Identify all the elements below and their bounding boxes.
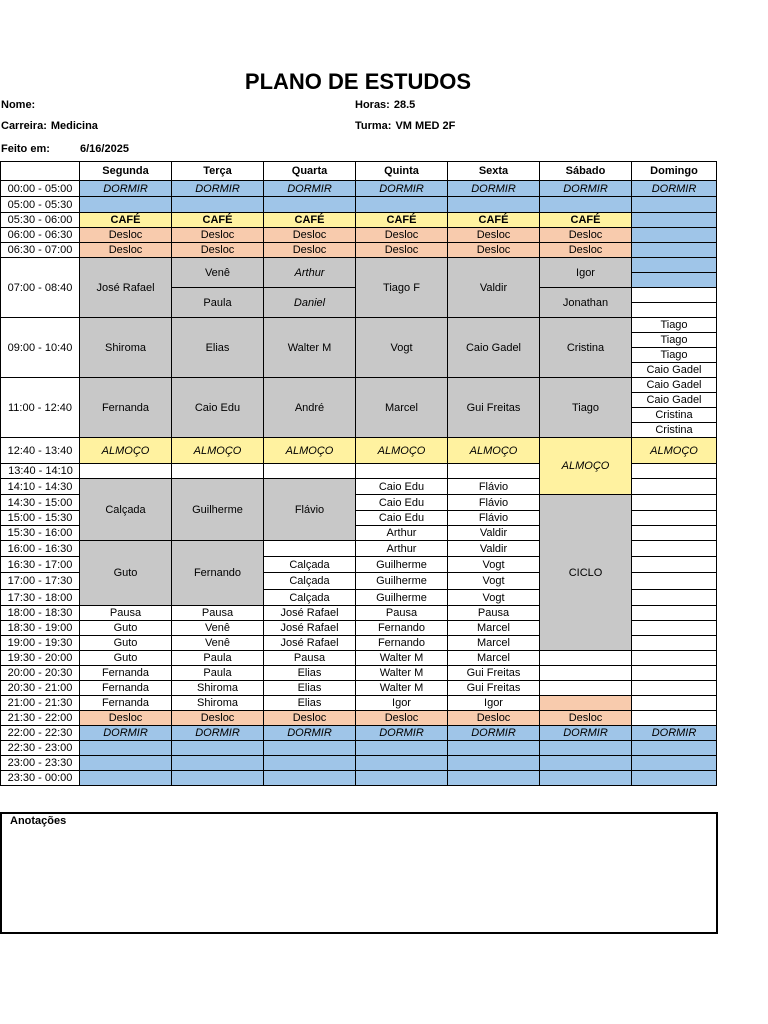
class-cell: Paula <box>172 666 264 681</box>
class-cell: Flávio <box>448 511 540 526</box>
empty-cell <box>172 464 264 479</box>
time-cell: 13:40 - 14:10 <box>1 464 80 479</box>
empty-cell <box>632 681 717 696</box>
class-cell: Igor <box>448 696 540 711</box>
class-cell: Flávio <box>264 479 356 541</box>
dormir-cell <box>448 771 540 786</box>
time-cell: 14:30 - 15:00 <box>1 495 80 511</box>
almoco-cell: ALMOÇO <box>632 438 717 464</box>
dormir-cell: DORMIR <box>540 181 632 197</box>
dormir-cell <box>448 741 540 756</box>
class-cell: Shiroma <box>172 681 264 696</box>
empty-cell <box>632 711 717 726</box>
dormir-cell <box>264 756 356 771</box>
desloc-cell: Desloc <box>80 228 172 243</box>
empty-cell <box>632 288 717 303</box>
dormir-cell <box>356 741 448 756</box>
table-row <box>1 756 717 771</box>
class-cell: Walter M <box>356 681 448 696</box>
empty-cell <box>264 464 356 479</box>
class-cell: Calçada <box>264 557 356 573</box>
dormir-cell <box>356 771 448 786</box>
empty-cell <box>632 526 717 541</box>
dormir-cell <box>632 771 717 786</box>
class-cell: Calçada <box>264 590 356 606</box>
dormir-cell <box>632 228 717 243</box>
table-row <box>1 181 717 197</box>
class-cell: José Rafael <box>264 636 356 651</box>
page-title: PLANO DE ESTUDOS <box>244 69 472 94</box>
empty-cell <box>632 303 717 318</box>
dormir-cell <box>540 741 632 756</box>
almoco-cell: ALMOÇO <box>172 438 264 464</box>
class-cell: Marcel <box>448 636 540 651</box>
class-cell: Tiago F <box>356 258 448 318</box>
day-header: Quinta <box>356 162 448 181</box>
class-cell: Walter M <box>356 666 448 681</box>
dormir-cell <box>80 771 172 786</box>
class-cell: Caio Gadel <box>632 363 717 378</box>
class-cell: Caio Gadel <box>448 318 540 378</box>
class-cell: Igor <box>356 696 448 711</box>
class-cell: Elias <box>264 696 356 711</box>
dormir-cell: DORMIR <box>448 726 540 741</box>
dormir-cell: DORMIR <box>264 181 356 197</box>
class-cell: Guto <box>80 621 172 636</box>
class-cell: Elias <box>264 681 356 696</box>
time-cell: 15:00 - 15:30 <box>1 511 80 526</box>
class-cell: Walter M <box>356 651 448 666</box>
class-cell: Calçada <box>264 573 356 590</box>
empty-cell <box>632 666 717 681</box>
dormir-cell <box>632 741 717 756</box>
class-cell: Fernanda <box>80 681 172 696</box>
almoco-cell: ALMOÇO <box>80 438 172 464</box>
dormir-cell: DORMIR <box>80 181 172 197</box>
class-cell: Jonathan <box>540 288 632 318</box>
class-cell: Fernando <box>356 636 448 651</box>
time-cell: 19:00 - 19:30 <box>1 636 80 651</box>
class-cell: Vogt <box>448 590 540 606</box>
table-row <box>1 213 717 228</box>
class-cell: Fernanda <box>80 666 172 681</box>
class-cell: Fernanda <box>80 378 172 438</box>
desloc-cell: Desloc <box>356 711 448 726</box>
empty-cell <box>448 464 540 479</box>
empty-cell <box>540 651 632 666</box>
time-cell: 21:30 - 22:00 <box>1 711 80 726</box>
table-row <box>1 197 717 213</box>
table-row <box>1 651 717 666</box>
class-cell: Calçada <box>80 479 172 541</box>
desloc-cell: Desloc <box>264 228 356 243</box>
desloc-cell: Desloc <box>540 711 632 726</box>
desloc-cell: Desloc <box>448 711 540 726</box>
time-cell: 20:00 - 20:30 <box>1 666 80 681</box>
dormir-cell <box>540 771 632 786</box>
time-cell: 22:30 - 23:00 <box>1 741 80 756</box>
dormir-cell <box>632 213 717 228</box>
desloc-cell: Desloc <box>356 228 448 243</box>
empty-cell <box>632 541 717 557</box>
time-cell: 00:00 - 05:00 <box>1 181 80 197</box>
class-cell: José Rafael <box>264 606 356 621</box>
ciclo-cell: CICLO <box>540 495 632 651</box>
desloc-cell: Desloc <box>264 243 356 258</box>
dormir-cell: DORMIR <box>356 726 448 741</box>
class-cell: Valdir <box>448 541 540 557</box>
desloc-cell: Desloc <box>264 711 356 726</box>
class-cell: José Rafael <box>264 621 356 636</box>
empty-cell <box>632 573 717 590</box>
pausa-cell: Pausa <box>80 606 172 621</box>
feito-em-value: 6/16/2025 <box>80 143 129 155</box>
pausa-cell: Pausa <box>172 606 264 621</box>
empty-cell <box>632 590 717 606</box>
pausa-cell: Pausa <box>264 651 356 666</box>
class-cell: Valdir <box>448 526 540 541</box>
desloc-cell: Desloc <box>172 228 264 243</box>
dormir-cell: DORMIR <box>172 726 264 741</box>
class-cell: Gui Freitas <box>448 378 540 438</box>
day-header: Terça <box>172 162 264 181</box>
time-cell: 14:10 - 14:30 <box>1 479 80 495</box>
empty-cell <box>632 557 717 573</box>
almoco-cell: ALMOÇO <box>540 438 632 495</box>
notes-box[interactable] <box>0 812 718 934</box>
class-cell: Flávio <box>448 495 540 511</box>
cafe-cell: CAFÉ <box>264 213 356 228</box>
class-cell: Tiago <box>632 318 717 333</box>
class-cell: Elias <box>264 666 356 681</box>
table-row <box>1 318 717 333</box>
time-cell: 23:30 - 00:00 <box>1 771 80 786</box>
cafe-cell: CAFÉ <box>172 213 264 228</box>
dormir-cell <box>80 741 172 756</box>
class-cell: Caio Edu <box>356 479 448 495</box>
time-cell: 18:00 - 18:30 <box>1 606 80 621</box>
empty-cell <box>540 681 632 696</box>
corner-cell <box>1 162 80 181</box>
class-cell: Vogt <box>448 573 540 590</box>
time-cell: 11:00 - 12:40 <box>1 378 80 438</box>
dormir-cell <box>540 756 632 771</box>
empty-cell <box>632 479 717 495</box>
dormir-cell <box>172 741 264 756</box>
class-cell: Shiroma <box>172 696 264 711</box>
dormir-cell <box>172 771 264 786</box>
class-cell: Tiago <box>632 348 717 363</box>
table-row <box>1 696 717 711</box>
desloc-cell: Desloc <box>448 228 540 243</box>
day-header: Sábado <box>540 162 632 181</box>
table-row <box>1 378 717 393</box>
day-header: Quarta <box>264 162 356 181</box>
time-cell: 22:00 - 22:30 <box>1 726 80 741</box>
dormir-cell: DORMIR <box>632 181 717 197</box>
class-cell: Marcel <box>356 378 448 438</box>
dormir-cell <box>632 197 717 213</box>
time-cell: 15:30 - 16:00 <box>1 526 80 541</box>
almoco-cell: ALMOÇO <box>356 438 448 464</box>
class-cell: Flávio <box>448 479 540 495</box>
dormir-cell <box>356 197 448 213</box>
dormir-cell: DORMIR <box>172 181 264 197</box>
class-cell: Guilherme <box>356 557 448 573</box>
class-cell: Cristina <box>632 408 717 423</box>
time-cell: 09:00 - 10:40 <box>1 318 80 378</box>
class-cell: Guilherme <box>356 573 448 590</box>
table-row <box>1 666 717 681</box>
horas-field: Horas: 28.5 <box>355 99 416 111</box>
time-cell: 06:00 - 06:30 <box>1 228 80 243</box>
class-cell: Caio Gadel <box>632 378 717 393</box>
time-cell: 21:00 - 21:30 <box>1 696 80 711</box>
day-header: Domingo <box>632 162 717 181</box>
empty-cell <box>632 495 717 511</box>
empty-cell <box>632 606 717 621</box>
class-cell: Venê <box>172 621 264 636</box>
desloc-cell: Desloc <box>172 711 264 726</box>
desloc-cell: Desloc <box>540 228 632 243</box>
desloc-cell: Desloc <box>172 243 264 258</box>
class-cell: Tiago <box>632 333 717 348</box>
class-cell: Arthur <box>264 258 356 288</box>
class-cell: Fernanda <box>80 696 172 711</box>
desloc-cell: Desloc <box>80 711 172 726</box>
cafe-cell: CAFÉ <box>80 213 172 228</box>
dormir-cell: DORMIR <box>80 726 172 741</box>
desloc-cell: Desloc <box>80 243 172 258</box>
table-row <box>1 438 717 464</box>
class-cell: Venê <box>172 636 264 651</box>
notes-label: Anotações <box>10 815 67 827</box>
table-row <box>1 243 717 258</box>
class-cell: Daniel <box>264 288 356 318</box>
cafe-cell: CAFÉ <box>448 213 540 228</box>
class-cell: Gui Freitas <box>448 666 540 681</box>
time-cell: 05:00 - 05:30 <box>1 197 80 213</box>
time-cell: 16:30 - 17:00 <box>1 557 80 573</box>
class-cell: Guto <box>80 541 172 606</box>
dormir-cell <box>264 771 356 786</box>
time-cell: 17:00 - 17:30 <box>1 573 80 590</box>
almoco-cell: ALMOÇO <box>264 438 356 464</box>
class-cell: Cristina <box>540 318 632 378</box>
dormir-cell <box>172 197 264 213</box>
table-row <box>1 711 717 726</box>
class-cell: Caio Edu <box>356 495 448 511</box>
class-cell: Paula <box>172 288 264 318</box>
table-row <box>1 228 717 243</box>
class-cell: Caio Edu <box>356 511 448 526</box>
table-row <box>1 258 717 273</box>
class-cell: Gui Freitas <box>448 681 540 696</box>
class-cell: Elias <box>172 318 264 378</box>
time-cell: 12:40 - 13:40 <box>1 438 80 464</box>
day-header: Sexta <box>448 162 540 181</box>
carreira-field: Carreira: Medicina <box>1 120 98 132</box>
time-cell: 19:30 - 20:00 <box>1 651 80 666</box>
class-cell: José Rafael <box>80 258 172 318</box>
class-cell: Tiago <box>540 378 632 438</box>
time-cell: 07:00 - 08:40 <box>1 258 80 318</box>
dormir-cell <box>632 258 717 273</box>
class-cell: Fernando <box>356 621 448 636</box>
class-cell: Fernando <box>172 541 264 606</box>
almoco-cell: ALMOÇO <box>448 438 540 464</box>
class-cell: Guilherme <box>356 590 448 606</box>
class-cell: Igor <box>540 258 632 288</box>
empty-cell <box>632 464 717 479</box>
dormir-cell <box>448 197 540 213</box>
class-cell: Vogt <box>356 318 448 378</box>
time-cell: 06:30 - 07:00 <box>1 243 80 258</box>
time-cell: 23:00 - 23:30 <box>1 756 80 771</box>
class-cell: Caio Edu <box>172 378 264 438</box>
dormir-cell <box>632 756 717 771</box>
desloc-cell <box>540 696 632 711</box>
class-cell: Guilherme <box>172 479 264 541</box>
empty-cell <box>356 464 448 479</box>
cafe-cell: CAFÉ <box>356 213 448 228</box>
header-row <box>1 162 717 181</box>
dormir-cell: DORMIR <box>448 181 540 197</box>
class-cell: Shiroma <box>80 318 172 378</box>
dormir-cell: DORMIR <box>540 726 632 741</box>
class-cell: Cristina <box>632 423 717 438</box>
dormir-cell: DORMIR <box>632 726 717 741</box>
class-cell: Arthur <box>356 526 448 541</box>
dormir-cell <box>172 756 264 771</box>
pausa-cell: Pausa <box>356 606 448 621</box>
nome-field: Nome: <box>1 99 36 111</box>
empty-cell <box>264 541 356 557</box>
time-cell: 20:30 - 21:00 <box>1 681 80 696</box>
desloc-cell: Desloc <box>356 243 448 258</box>
class-cell: Caio Gadel <box>632 393 717 408</box>
class-cell: Marcel <box>448 621 540 636</box>
time-cell: 18:30 - 19:00 <box>1 621 80 636</box>
class-cell: Valdir <box>448 258 540 318</box>
time-cell: 05:30 - 06:00 <box>1 213 80 228</box>
table-row <box>1 681 717 696</box>
time-cell: 17:30 - 18:00 <box>1 590 80 606</box>
empty-cell <box>80 464 172 479</box>
day-header: Segunda <box>80 162 172 181</box>
table-row <box>1 741 717 756</box>
schedule-table <box>0 161 717 786</box>
class-cell: Walter M <box>264 318 356 378</box>
dormir-cell <box>356 756 448 771</box>
dormir-cell: DORMIR <box>264 726 356 741</box>
dormir-cell <box>80 197 172 213</box>
empty-cell <box>632 651 717 666</box>
table-row <box>1 726 717 741</box>
turma-field: Turma: VM MED 2F <box>355 120 456 132</box>
time-cell: 16:00 - 16:30 <box>1 541 80 557</box>
class-cell: Paula <box>172 651 264 666</box>
dormir-cell <box>540 197 632 213</box>
empty-cell <box>632 636 717 651</box>
desloc-cell: Desloc <box>448 243 540 258</box>
dormir-cell <box>448 756 540 771</box>
dormir-cell <box>80 756 172 771</box>
class-cell: Arthur <box>356 541 448 557</box>
class-cell: Guto <box>80 651 172 666</box>
desloc-cell: Desloc <box>540 243 632 258</box>
class-cell: Marcel <box>448 651 540 666</box>
cafe-cell: CAFÉ <box>540 213 632 228</box>
empty-cell <box>632 621 717 636</box>
dormir-cell <box>632 243 717 258</box>
dormir-cell: DORMIR <box>356 181 448 197</box>
table-row <box>1 771 717 786</box>
empty-cell <box>540 666 632 681</box>
empty-cell <box>632 696 717 711</box>
dormir-cell <box>632 273 717 288</box>
empty-cell <box>632 511 717 526</box>
class-cell: André <box>264 378 356 438</box>
class-cell: Venê <box>172 258 264 288</box>
dormir-cell <box>264 197 356 213</box>
class-cell: Vogt <box>448 557 540 573</box>
dormir-cell <box>264 741 356 756</box>
class-cell: Guto <box>80 636 172 651</box>
feito-em-label: Feito em: <box>1 143 50 155</box>
pausa-cell: Pausa <box>448 606 540 621</box>
